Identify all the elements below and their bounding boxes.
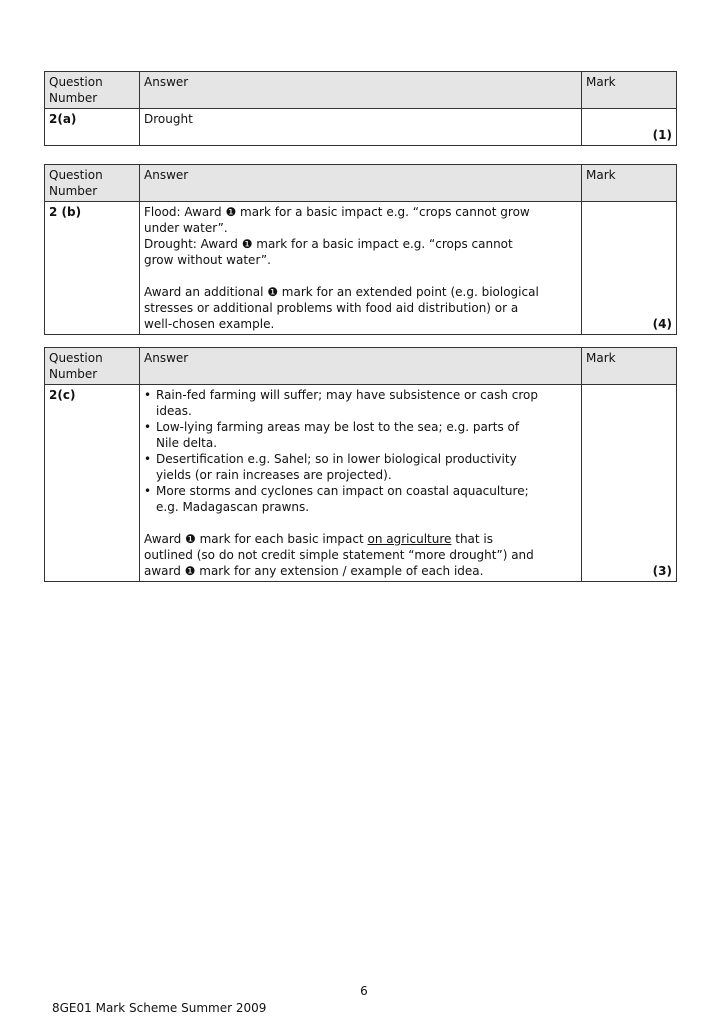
question-number: 2(a) xyxy=(49,112,77,126)
question-number-header: Question Number xyxy=(45,348,140,385)
bullet-icon: • xyxy=(144,388,152,402)
mark-value: (4) xyxy=(652,317,672,331)
answer-flood: Flood: Award ❶ mark for a basic impact e.g. “crops cannot grow under water”. xyxy=(144,205,530,235)
answer-row xyxy=(45,202,677,335)
list-item: • Desertification e.g. Sahel; so in lower biological productivity yields (or rain increases are projected). xyxy=(144,452,517,482)
answer-row xyxy=(45,109,677,146)
bullet-icon: • xyxy=(144,420,152,434)
list-item: • Rain-fed farming will suffer; may have subsistence or cash crop ideas. xyxy=(144,388,538,418)
answer-bullets xyxy=(144,387,544,515)
bullet-icon: • xyxy=(144,452,152,466)
underlined-phrase: on agriculture xyxy=(367,532,452,546)
document-label: 8GE01 Mark Scheme Summer 2009 xyxy=(52,1001,267,1015)
question-number-header: Question Number xyxy=(45,165,140,202)
answer-text: Drought xyxy=(144,112,193,126)
question-number-header: Question Number xyxy=(45,72,140,109)
bullet-icon: • xyxy=(144,484,152,498)
mark-table-2c xyxy=(44,347,677,582)
list-item: • More storms and cyclones can impact on coastal aquaculture; e.g. Madagascan prawns. xyxy=(144,484,529,514)
header-row xyxy=(45,165,677,202)
mark-header: Mark xyxy=(582,165,677,202)
answer-header: Answer xyxy=(140,72,582,109)
page-number: 6 xyxy=(360,984,368,998)
answer-award-note: Award ❶ mark for each basic impact on agriculture that is outlined (so do not credit simple statement “more drought”) and award ❶ mark for any extension / example of each idea. xyxy=(144,532,534,578)
question-number: 2(c) xyxy=(49,388,76,402)
answer-header: Answer xyxy=(140,165,582,202)
mark-table-2b xyxy=(44,164,677,335)
mark-header: Mark xyxy=(582,348,677,385)
list-item: • Low-lying farming areas may be lost to the sea; e.g. parts of Nile delta. xyxy=(144,420,520,450)
answer-header: Answer xyxy=(140,348,582,385)
header-row xyxy=(45,348,677,385)
mark-value: (1) xyxy=(652,128,672,142)
mark-value: (3) xyxy=(652,564,672,578)
answer-extension: Award an additional ❶ mark for an extended point (e.g. biological stresses or additional problems with food aid distribution) or a well-chosen example. xyxy=(144,285,539,331)
mark-table-2a xyxy=(44,71,677,146)
header-row xyxy=(45,72,677,109)
question-number: 2 (b) xyxy=(49,205,82,219)
answer-row xyxy=(45,385,677,582)
answer-drought: Drought: Award ❶ mark for a basic impact e.g. “crops cannot grow without water”. xyxy=(144,237,513,267)
mark-header: Mark xyxy=(582,72,677,109)
